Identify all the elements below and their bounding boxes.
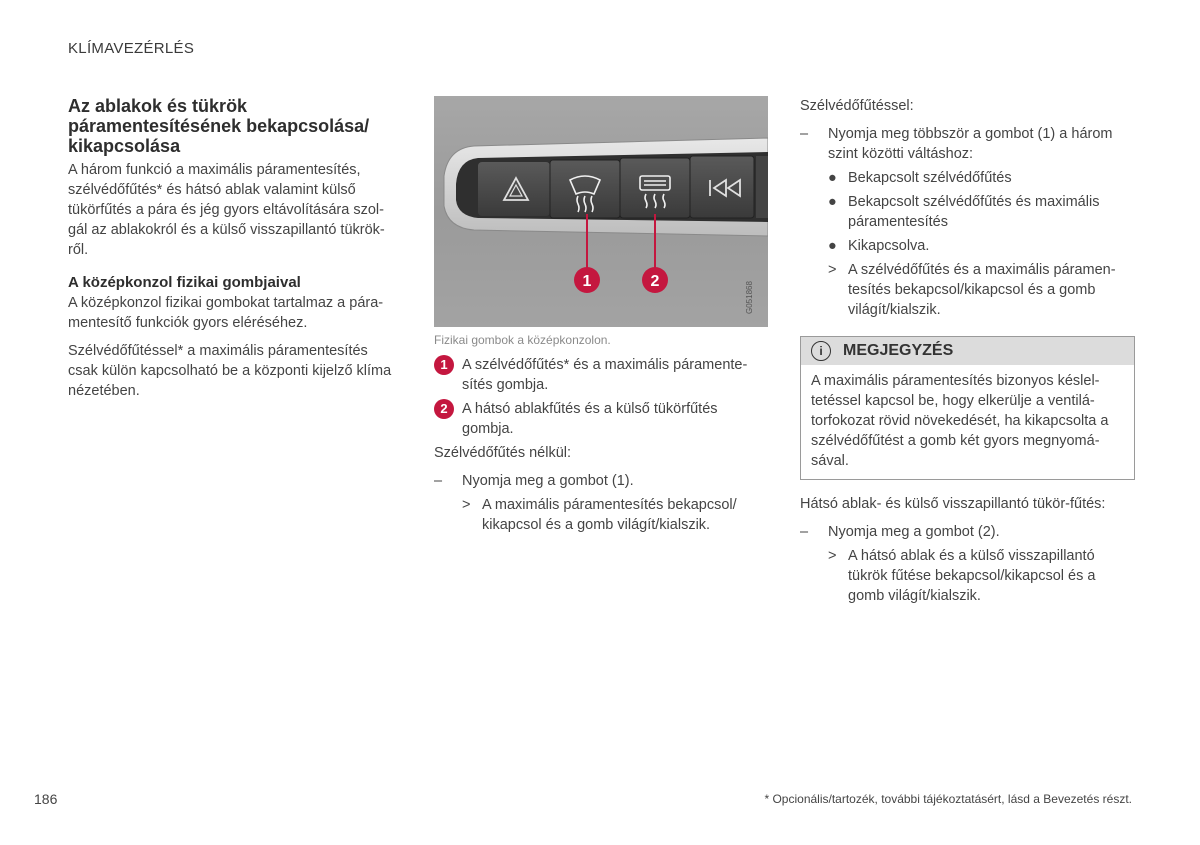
bullet-item (828, 192, 1135, 232)
bullet-marker: ● (828, 238, 837, 254)
bullet-text: Bekapcsolt szélvédőfűtés (848, 170, 1012, 186)
bullet-item (828, 236, 1135, 256)
column-middle (434, 96, 768, 539)
page-title: Az ablakok és tükrök páramentesítésének bekapcsolása/ kikapcsolása (68, 96, 370, 156)
bullet-text: Kikapcsolva. (848, 238, 930, 254)
result-item (462, 495, 768, 535)
column-right (800, 96, 1135, 610)
dash-marker: – (800, 524, 809, 540)
step-item (434, 471, 768, 491)
dash-marker: – (434, 473, 443, 489)
label-without-windscreen: Szélvédőfűtés nélkül: (434, 445, 572, 461)
result-marker: > (828, 262, 837, 278)
subheading: A középkonzol fizikai gombjaival (68, 274, 301, 291)
step-text: Nyomja meg a gombot (1). (462, 473, 634, 489)
bullet-marker: ● (828, 170, 837, 186)
result-text: A szélvédőfűtés és a maximális páramen-tesítés bekapcsol/kikapcsol és a gomb világít/kialszik. (848, 262, 1116, 318)
note-header (801, 337, 1134, 365)
result-text: A maximális páramentesítés bekapcsol/ kikapcsol és a gomb világít/kialszik. (482, 497, 737, 533)
result-marker: > (462, 497, 471, 513)
footnote: * Opcionális/tartozék, további tájékoztatásért, lásd a Bevezetés részt. (764, 792, 1132, 806)
result-text: A hátsó ablak és a külső visszapillantó tükrök fűtése bekapcsol/kikapcsol és a gomb világít/kialszik. (848, 548, 1096, 604)
page-number: 186 (34, 791, 58, 807)
legend-text: A hátsó ablakfűtés és a külső tükörfűtés gombja. (462, 401, 718, 437)
step-text: Nyomja meg többször a gombot (1) a három szint közötti váltáshoz: (828, 126, 1113, 162)
figure-code: G051868 (745, 281, 754, 314)
info-icon: i (811, 341, 831, 361)
result-item (828, 260, 1135, 320)
callout-2: 2 (650, 273, 660, 290)
legend-item (434, 355, 768, 395)
console-illustration (434, 96, 768, 327)
label-rear-defrost: Hátsó ablak- és külső visszapillantó tükör-fűtés: (800, 496, 1106, 512)
step-text: Nyomja meg a gombot (2). (828, 524, 1000, 540)
column-left (68, 96, 398, 409)
number-badge: 2 (434, 399, 454, 419)
note-title: MEGJEGYZÉS (843, 342, 954, 359)
console-buttons-figure (434, 96, 768, 327)
note-body: A maximális páramentesítés bizonyos késlel-tetéssel kapcsol be, hogy elkerülje a ventilá-torfokozat rövid növekedését, ha kikapcsolta a szélvédőfűtést a gomb két gyors megnyomá-sával. (811, 373, 1109, 469)
result-marker: > (828, 548, 837, 564)
figure-caption: Fizikai gombok a középkonzolon. (434, 333, 611, 347)
step-item (800, 124, 1135, 164)
legend-item (434, 399, 768, 439)
dash-marker: – (800, 126, 809, 142)
label-with-windscreen: Szélvédőfűtéssel: (800, 98, 914, 114)
callout-1: 1 (582, 273, 592, 290)
number-badge: 1 (434, 355, 454, 375)
legend-text: A szélvédőfűtés* és a maximális páramente-sítés gombja. (462, 357, 748, 393)
note-box (800, 336, 1135, 480)
bullet-item (828, 168, 1135, 188)
result-item (828, 546, 1135, 606)
section-header: KLÍMAVEZÉRLÉS (68, 40, 195, 57)
step-item (800, 522, 1135, 542)
paragraph-windscreen: Szélvédőfűtéssel* a maximális páramentesítés csak külön kapcsolható be a központi kijelző klíma nézetében. (68, 343, 392, 399)
intro-paragraph: A három funkció a maximális páramentesítés, szélvédőfűtés* és hátsó ablak valamint külső tükörfűtés a pára és jég gyors eltávolítására szol-gál az ablakokról és a külső visszapillantó tükrök-ről. (68, 162, 385, 258)
paragraph-console: A középkonzol fizikai gombokat tartalmaz a pára-mentesítő funkciók gyors eléréséhez. (68, 295, 384, 331)
bullet-text: Bekapcsolt szélvédőfűtés és maximális páramentesítés (848, 194, 1100, 230)
bullet-marker: ● (828, 194, 837, 210)
